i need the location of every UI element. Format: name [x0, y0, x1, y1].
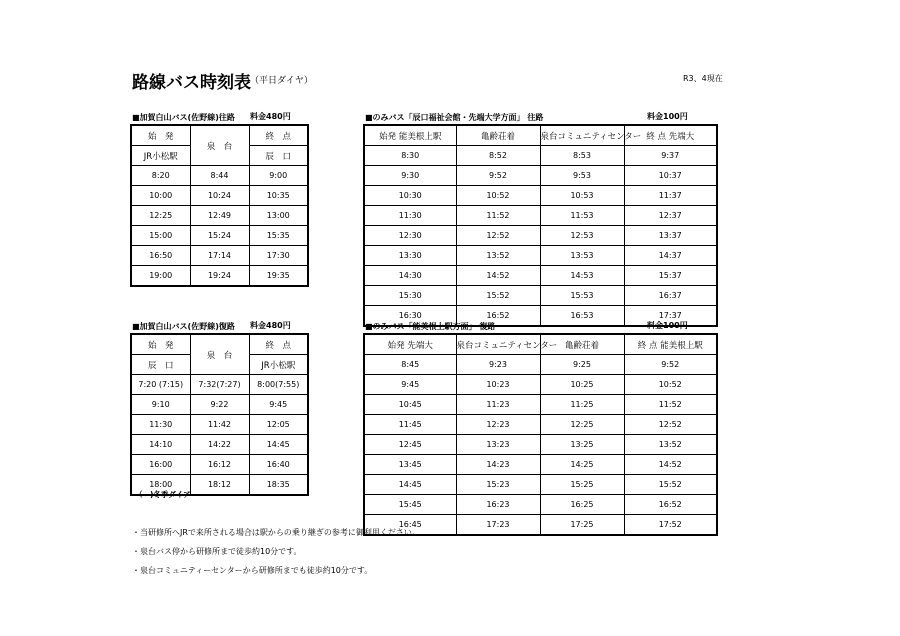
time-cell: 11:25 — [540, 395, 624, 415]
time-cell: 7:32(7:27) — [190, 375, 249, 395]
table-row — [364, 186, 717, 206]
table-row — [131, 266, 308, 287]
time-cell: 16:40 — [249, 455, 308, 475]
page-subtitle: （平日ダイヤ） — [250, 76, 313, 86]
time-cell: 16:45 — [364, 515, 456, 536]
table-row — [131, 455, 308, 475]
table-row — [364, 495, 717, 515]
time-cell: 15:23 — [456, 475, 540, 495]
page-title: 路線バス時刻表 — [132, 73, 251, 93]
nomi-out-table — [363, 124, 718, 327]
time-cell: 15:30 — [364, 286, 456, 306]
time-cell: 9:25 — [540, 355, 624, 375]
header-col-0: 始発 先端大 — [364, 334, 456, 355]
time-cell: 11:52 — [456, 206, 540, 226]
time-cell: 16:53 — [540, 306, 624, 327]
kaga-out-caption: ■加賀白山バス(佐野線)往路 — [132, 113, 235, 122]
time-cell: 13:25 — [540, 435, 624, 455]
time-cell: 15:53 — [540, 286, 624, 306]
table-row — [364, 395, 717, 415]
table-row — [364, 286, 717, 306]
time-cell: 10:30 — [364, 186, 456, 206]
header-col-0: 始発 能美根上駅 — [364, 125, 456, 146]
kaga-ret-fare: 料金480円 — [250, 321, 291, 330]
nomi-out-fare: 料金100円 — [647, 112, 688, 121]
time-cell: 13:52 — [624, 435, 717, 455]
as-of-date: R3、4現在 — [683, 74, 723, 83]
header-start: 始 発 — [131, 125, 190, 146]
time-cell: 14:25 — [540, 455, 624, 475]
time-cell: 10:52 — [624, 375, 717, 395]
table-row — [131, 395, 308, 415]
time-cell: 18:35 — [249, 475, 308, 496]
header-col-2: 亀齢荘着 — [540, 334, 624, 355]
time-cell: 18:12 — [190, 475, 249, 496]
time-cell: 18:00 — [131, 475, 190, 496]
time-cell: 11:53 — [540, 206, 624, 226]
time-cell: 9:30 — [364, 166, 456, 186]
time-cell: 19:24 — [190, 266, 249, 287]
time-cell: 12:23 — [456, 415, 540, 435]
time-cell: 16:00 — [131, 455, 190, 475]
table-row — [364, 226, 717, 246]
time-cell: 16:30 — [364, 306, 456, 327]
time-cell: 10:37 — [624, 166, 717, 186]
time-cell: 8:53 — [540, 146, 624, 166]
header-col-3: 終 点 能美根上駅 — [624, 334, 717, 355]
time-cell: 12:05 — [249, 415, 308, 435]
time-cell: 17:14 — [190, 246, 249, 266]
table-row — [131, 226, 308, 246]
time-cell: 11:30 — [131, 415, 190, 435]
time-cell: 7:20 (7:15) — [131, 375, 190, 395]
time-cell: 11:37 — [624, 186, 717, 206]
time-cell: 17:52 — [624, 515, 717, 536]
header-start-stop: JR小松駅 — [131, 146, 190, 166]
nomi-out-caption: ■のみバス「辰口福祉会館・先端大学方面」 往路 — [365, 113, 544, 122]
time-cell: 13:00 — [249, 206, 308, 226]
time-cell: 16:12 — [190, 455, 249, 475]
table-row — [131, 415, 308, 435]
time-cell: 14:45 — [364, 475, 456, 495]
time-cell: 12:25 — [540, 415, 624, 435]
table-row — [364, 206, 717, 226]
kaga-ret-caption: ■加賀白山バス(佐野線)復路 — [132, 322, 235, 331]
header-col-3: 終 点 先端大 — [624, 125, 717, 146]
time-cell: 13:53 — [540, 246, 624, 266]
time-cell: 13:52 — [456, 246, 540, 266]
header-col-2: 泉台コミュニティセンター — [540, 125, 624, 146]
time-cell: 16:23 — [456, 495, 540, 515]
time-cell: 12:53 — [540, 226, 624, 246]
time-cell: 16:37 — [624, 286, 717, 306]
header-end: 終 点 — [249, 125, 308, 146]
time-cell: 14:22 — [190, 435, 249, 455]
time-cell: 9:22 — [190, 395, 249, 415]
time-cell: 16:25 — [540, 495, 624, 515]
table-row — [131, 435, 308, 455]
time-cell: 9:52 — [456, 166, 540, 186]
time-cell: 11:52 — [624, 395, 717, 415]
note-2: ・泉台バス停から研修所まで徒歩約10分です。 — [132, 547, 302, 556]
time-cell: 13:30 — [364, 246, 456, 266]
time-cell: 10:35 — [249, 186, 308, 206]
time-cell: 19:35 — [249, 266, 308, 287]
time-cell: 12:52 — [624, 415, 717, 435]
time-cell: 10:25 — [540, 375, 624, 395]
time-cell: 12:52 — [456, 226, 540, 246]
header-mid: 泉 台 — [190, 125, 249, 166]
table-row — [131, 375, 308, 395]
time-cell: 10:24 — [190, 186, 249, 206]
time-cell: 13:37 — [624, 226, 717, 246]
time-cell: 19:00 — [131, 266, 190, 287]
time-cell: 10:53 — [540, 186, 624, 206]
time-cell: 15:45 — [364, 495, 456, 515]
table-row — [364, 355, 717, 375]
table-row — [364, 475, 717, 495]
header-col-1: 泉台コミュニティセンター — [456, 334, 540, 355]
time-cell: 9:37 — [624, 146, 717, 166]
nomi-ret-caption: ■のみバス「能美根上駅方面」 復路 — [365, 322, 496, 331]
table-row — [364, 266, 717, 286]
time-cell: 8:30 — [364, 146, 456, 166]
table-row — [131, 166, 308, 186]
time-cell: 15:25 — [540, 475, 624, 495]
time-cell: 17:23 — [456, 515, 540, 536]
time-cell: 8:45 — [364, 355, 456, 375]
time-cell: 14:30 — [364, 266, 456, 286]
time-cell: 11:30 — [364, 206, 456, 226]
winter-note: （ )冬季ダイア — [135, 490, 191, 499]
header-mid: 泉 台 — [190, 334, 249, 375]
time-cell: 8:44 — [190, 166, 249, 186]
time-cell: 13:23 — [456, 435, 540, 455]
time-cell: 14:10 — [131, 435, 190, 455]
note-1: ・当研修所へJRで来所される場合は駅からの乗り継ぎの参考に御利用ください。 — [132, 528, 420, 537]
time-cell: 10:23 — [456, 375, 540, 395]
table-row — [131, 246, 308, 266]
kaga-ret-table — [130, 333, 309, 496]
time-cell: 8:52 — [456, 146, 540, 166]
table-row — [364, 455, 717, 475]
time-cell: 16:50 — [131, 246, 190, 266]
time-cell: 9:53 — [540, 166, 624, 186]
time-cell: 11:42 — [190, 415, 249, 435]
kaga-out-table — [130, 124, 309, 287]
time-cell: 14:23 — [456, 455, 540, 475]
nomi-ret-fare: 料金100円 — [647, 321, 688, 330]
time-cell: 12:49 — [190, 206, 249, 226]
time-cell: 17:25 — [540, 515, 624, 536]
time-cell: 12:30 — [364, 226, 456, 246]
time-cell: 9:00 — [249, 166, 308, 186]
time-cell: 12:45 — [364, 435, 456, 455]
header-start: 始 発 — [131, 334, 190, 355]
time-cell: 14:37 — [624, 246, 717, 266]
table-row — [131, 206, 308, 226]
time-cell: 14:52 — [456, 266, 540, 286]
table-row — [364, 246, 717, 266]
time-cell: 10:00 — [131, 186, 190, 206]
table-row — [364, 435, 717, 455]
time-cell: 17:37 — [624, 306, 717, 327]
header-col-1: 亀齢荘着 — [456, 125, 540, 146]
header-end-stop: JR小松駅 — [249, 355, 308, 375]
header-end-stop: 辰 口 — [249, 146, 308, 166]
kaga-out-fare: 料金480円 — [250, 112, 291, 121]
time-cell: 12:37 — [624, 206, 717, 226]
time-cell: 9:23 — [456, 355, 540, 375]
time-cell: 10:52 — [456, 186, 540, 206]
table-row — [364, 166, 717, 186]
time-cell: 11:45 — [364, 415, 456, 435]
header-start-stop: 辰 口 — [131, 355, 190, 375]
time-cell: 10:45 — [364, 395, 456, 415]
time-cell: 14:53 — [540, 266, 624, 286]
table-row — [364, 146, 717, 166]
time-cell: 17:30 — [249, 246, 308, 266]
time-cell: 15:24 — [190, 226, 249, 246]
time-cell: 16:52 — [456, 306, 540, 327]
time-cell: 15:37 — [624, 266, 717, 286]
time-cell: 8:20 — [131, 166, 190, 186]
table-row — [364, 415, 717, 435]
time-cell: 15:52 — [456, 286, 540, 306]
time-cell: 11:23 — [456, 395, 540, 415]
time-cell: 15:52 — [624, 475, 717, 495]
time-cell: 9:45 — [249, 395, 308, 415]
time-cell: 14:52 — [624, 455, 717, 475]
time-cell: 9:10 — [131, 395, 190, 415]
time-cell: 15:35 — [249, 226, 308, 246]
table-row — [131, 186, 308, 206]
time-cell: 8:00(7:55) — [249, 375, 308, 395]
time-cell: 15:00 — [131, 226, 190, 246]
time-cell: 9:52 — [624, 355, 717, 375]
note-3: ・泉台コミュニティーセンターから研修所までも徒歩約10分です。 — [132, 566, 373, 575]
time-cell: 13:45 — [364, 455, 456, 475]
table-row — [364, 375, 717, 395]
nomi-ret-table — [363, 333, 718, 536]
time-cell: 12:25 — [131, 206, 190, 226]
header-end: 終 点 — [249, 334, 308, 355]
time-cell: 9:45 — [364, 375, 456, 395]
time-cell: 16:52 — [624, 495, 717, 515]
time-cell: 14:45 — [249, 435, 308, 455]
